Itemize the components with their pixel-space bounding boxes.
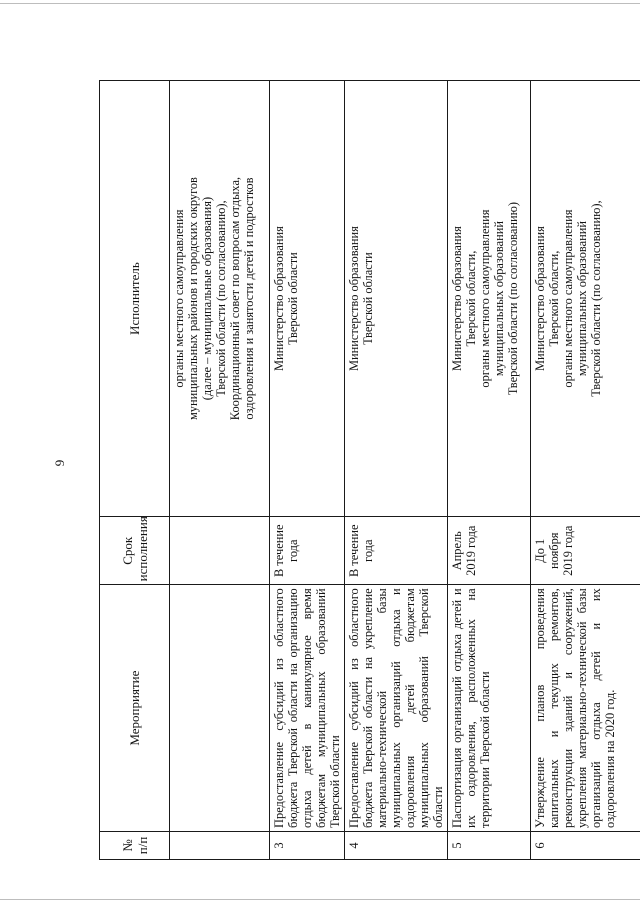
executor-line: Тверской области (по согласованию),: [214, 200, 228, 397]
executor-line: Тверской области (по согласованию),: [589, 200, 603, 397]
executor-line: Тверской области: [361, 252, 375, 345]
executor-line: Тверской области,: [464, 250, 478, 347]
cell-term: В течение года: [270, 517, 345, 585]
executor-line: Министерство образования: [272, 226, 286, 371]
executor-line: Министерство образования: [450, 226, 464, 371]
executor-line: органы местного самоуправления: [172, 209, 186, 388]
table-row: [531, 81, 640, 860]
executor-line: муниципальных образований: [575, 220, 589, 377]
cell-term: До 1 ноября 2019 года: [531, 517, 640, 585]
rotated-content: [89, 57, 640, 862]
executor-line: органы местного самоуправления: [561, 209, 575, 388]
header-num: № п/п: [100, 831, 170, 859]
cell-event: Утверждение планов проведения капитальных и текущих ремонтов, реконструкции зданий и сооружений, укрепления материально-технической базы организаций отдыха детей и их оздоровления на 2020 год.: [531, 585, 640, 832]
executor-line: Тверской области,: [547, 250, 561, 347]
cell-executor: [345, 81, 448, 517]
table-header-row: [100, 81, 170, 860]
executor-line: Министерство образования: [347, 226, 361, 371]
executor-line: Тверской области: [286, 252, 300, 345]
header-term: Срок исполнения: [100, 517, 170, 585]
cell-term: [170, 517, 270, 585]
cell-num: 4: [345, 831, 448, 859]
event-plan-table: [99, 80, 640, 860]
table-row: [270, 81, 345, 860]
executor-line: оздоровления и занятости детей и подростков: [242, 177, 256, 420]
table-row: [345, 81, 448, 860]
executor-line: органы местного самоуправления: [478, 209, 492, 388]
scan-border-top: [0, 3, 640, 4]
executor-line: Тверской области (по согласованию): [506, 201, 520, 396]
cell-executor: [170, 81, 270, 517]
executor-line: Координационный совет по вопросам отдыха,: [228, 176, 242, 421]
scan-border-bottom: [0, 899, 640, 900]
cell-event: [170, 585, 270, 832]
cell-num: 5: [448, 831, 531, 859]
cell-num: 6: [531, 831, 640, 859]
page-number: 9: [52, 459, 67, 467]
cell-executor: [448, 81, 531, 517]
header-event: Мероприятие: [100, 585, 170, 832]
header-executor: Исполнитель: [100, 81, 170, 517]
cell-num: 3: [270, 831, 345, 859]
cell-event: Предоставление субсидий из областного бюджета Тверской области на укрепление материально-технической базы муниципальных организаций отдыха и оздоровления детей бюджетам муниципальных образований Тверской области: [345, 585, 448, 832]
rotated-page-area: [89, 57, 640, 862]
executor-line: Министерство образования: [533, 226, 547, 371]
cell-num: [170, 831, 270, 859]
cell-event: Предоставление субсидий из областного бюджета Тверской области на организацию отдыха детей в каникулярное время бюджетам муниципальных образований Тверской области: [270, 585, 345, 832]
cell-event: Паспортизация организаций отдыха детей и их оздоровления, расположенных на территории Тверской области: [448, 585, 531, 832]
cell-term: В течение года: [345, 517, 448, 585]
executor-line: муниципальных образований: [492, 220, 506, 377]
executor-line: муниципальных районов и городских округов: [186, 177, 200, 421]
table-row: [448, 81, 531, 860]
cell-executor: [531, 81, 640, 517]
table-row-continuation: [170, 81, 270, 860]
cell-executor: [270, 81, 345, 517]
cell-term: Апрель 2019 года: [448, 517, 531, 585]
executor-line: (далее – муниципальные образования): [200, 196, 214, 401]
